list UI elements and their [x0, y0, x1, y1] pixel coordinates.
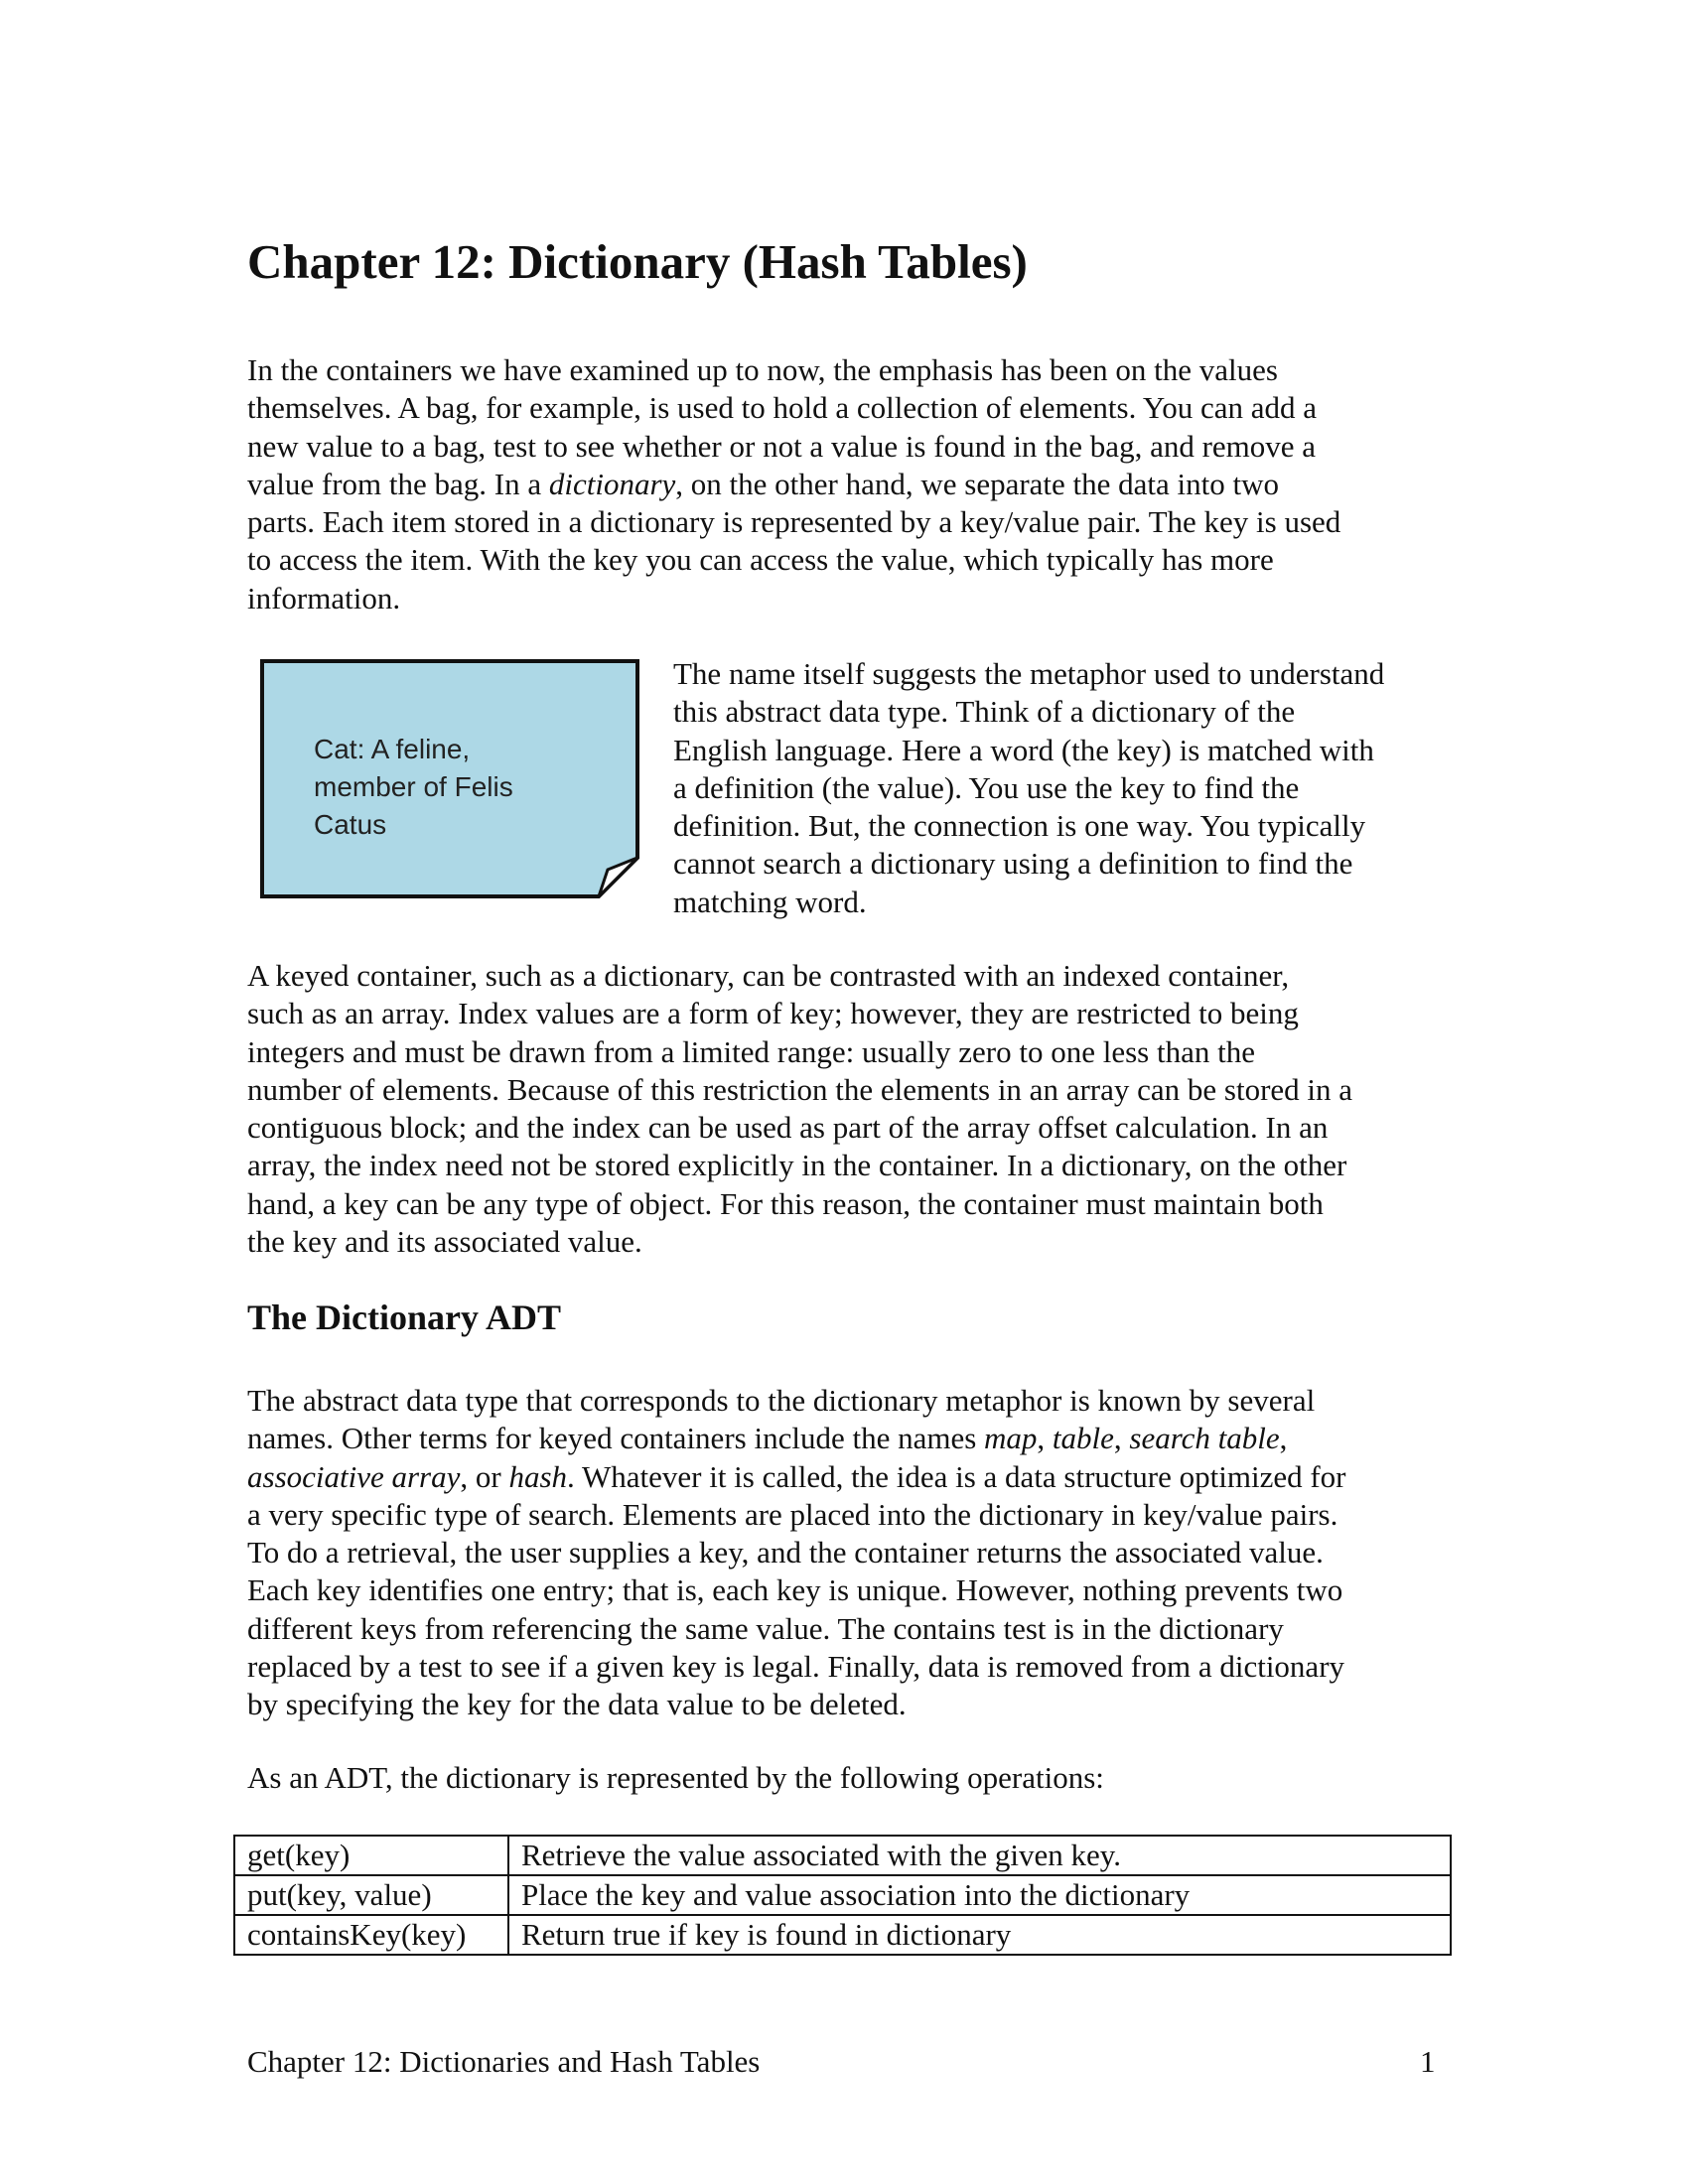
- text-line: hand, a key can be any type of object. For this reason, the container must maintain both: [247, 1185, 1324, 1221]
- keyed-container-paragraph: [247, 957, 1439, 1261]
- text-line: To do a retrieval, the user supplies a key, and the container returns the associated value.: [247, 1535, 1324, 1570]
- text-line: names. Other terms for keyed containers include the names map, table, search table,: [247, 1421, 1288, 1456]
- text-line: to access the item. With the key you can access the value, which typically has more: [247, 542, 1274, 578]
- text-line: definition. But, the connection is one way. You typically: [673, 808, 1366, 844]
- table-row: [234, 1836, 1451, 1875]
- text-line: In the containers we have examined up to now, the emphasis has been on the values: [247, 352, 1278, 387]
- text-line: English language. Here a word (the key) is matched with: [673, 732, 1374, 767]
- operation-name: containsKey(key): [234, 1915, 508, 1955]
- table-row: [234, 1875, 1451, 1915]
- text-line: member of Felis: [314, 771, 513, 802]
- text-line: contiguous block; and the index can be used as part of the array offset calculation. In an: [247, 1110, 1329, 1146]
- text-line: cannot search a dictionary using a definition to find the: [673, 846, 1353, 882]
- text-line: matching word.: [673, 884, 867, 919]
- operations-table: [233, 1835, 1452, 1956]
- text-line: associative array, or hash. Whatever it is called, the idea is a data structure optimized for: [247, 1458, 1346, 1494]
- note-text: [314, 731, 622, 844]
- text-line: array, the index need not be stored explicitly in the container. In a dictionary, on the other: [247, 1148, 1347, 1183]
- adt-paragraph: [247, 1382, 1439, 1724]
- text-line: by specifying the key for the data value to be deleted.: [247, 1687, 907, 1722]
- operation-description: Place the key and value association into the dictionary: [508, 1875, 1451, 1915]
- text-line: number of elements. Because of this restriction the elements in an array can be stored in a: [247, 1071, 1353, 1107]
- text-line: Each key identifies one entry; that is, each key is unique. However, nothing prevents two: [247, 1572, 1343, 1608]
- text-line: Cat: A feline,: [314, 734, 471, 764]
- operation-name: get(key): [234, 1836, 508, 1875]
- text-line: The abstract data type that corresponds to the dictionary metaphor is known by several: [247, 1383, 1316, 1418]
- operations-intro-text: As an ADT, the dictionary is represented by the following operations:: [247, 1760, 1104, 1795]
- text-line: the key and its associated value.: [247, 1224, 642, 1260]
- table-row: [234, 1915, 1451, 1955]
- text-line: information.: [247, 580, 401, 615]
- text-line: A keyed container, such as a dictionary, can be contrasted with an indexed container,: [247, 958, 1290, 993]
- text-line: The name itself suggests the metaphor used to understand: [673, 656, 1385, 691]
- text-line: a very specific type of search. Elements are placed into the dictionary in key/value pairs.: [247, 1496, 1338, 1532]
- text-line: new value to a bag, test to see whether or not a value is found in the bag, and remove a: [247, 428, 1317, 464]
- text-line: replaced by a test to see if a given key is legal. Finally, data is removed from a dictionary: [247, 1649, 1345, 1685]
- page-number: 1: [1420, 2044, 1436, 2079]
- text-line: this abstract data type. Think of a dictionary of the: [673, 694, 1296, 730]
- text-line: such as an array. Index values are a form of key; however, they are restricted to being: [247, 996, 1299, 1031]
- operation-description: Return true if key is found in dictionary: [508, 1915, 1451, 1955]
- text-line: parts. Each item stored in a dictionary is represented by a key/value pair. The key is used: [247, 504, 1341, 540]
- operation-name: put(key, value): [234, 1875, 508, 1915]
- dictionary-note-illustration: [260, 659, 639, 898]
- text-line: Catus: [314, 809, 387, 840]
- intro-paragraph: [247, 351, 1439, 617]
- text-line: a definition (the value). You use the key to find the: [673, 769, 1300, 805]
- section-title: The Dictionary ADT: [247, 1297, 562, 1337]
- metaphor-paragraph: [673, 655, 1468, 921]
- page-title: Chapter 12: Dictionary (Hash Tables): [247, 234, 1028, 289]
- footer-chapter-title: Chapter 12: Dictionaries and Hash Tables: [247, 2044, 761, 2079]
- operation-description: Retrieve the value associated with the given key.: [508, 1836, 1451, 1875]
- text-line: value from the bag. In a dictionary, on the other hand, we separate the data into two: [247, 466, 1280, 501]
- text-line: themselves. A bag, for example, is used to hold a collection of elements. You can add a: [247, 390, 1318, 426]
- operations-intro: [247, 1759, 1439, 1797]
- text-line: integers and must be drawn from a limited range: usually zero to one less than the: [247, 1033, 1255, 1069]
- text-line: different keys from referencing the same value. The contains test is in the dictionary: [247, 1610, 1284, 1646]
